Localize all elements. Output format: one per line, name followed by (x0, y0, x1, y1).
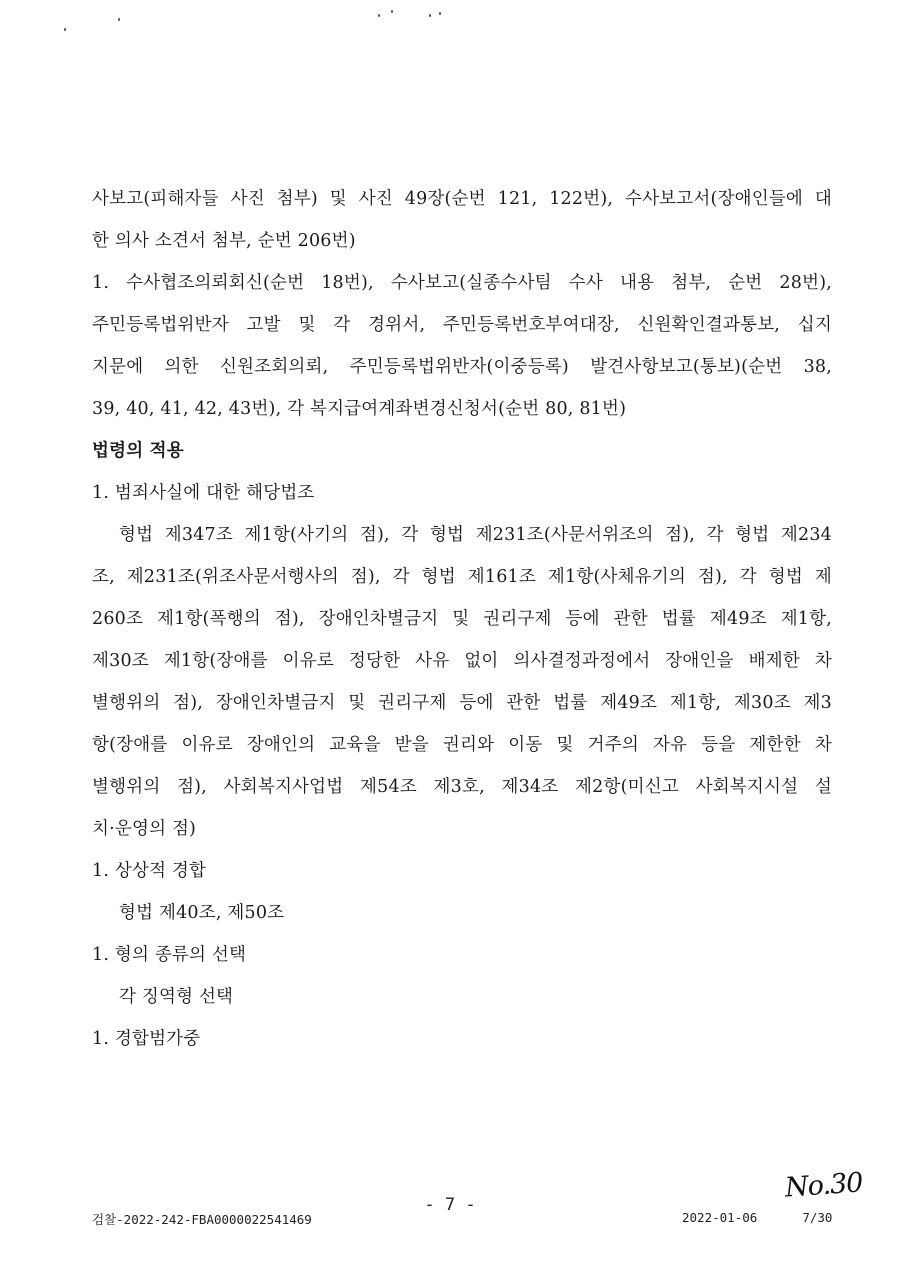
body-line-6: 39, 40, 41, 42, 43번), 각 복지급여계좌변경신청서(순번 80, 81번) (92, 399, 627, 419)
section1-line-7: 별행위의 점), 사회복지사업법 제54조 제3호, 제34조 제2항(미신고 사회복지시설 설 (92, 777, 832, 797)
section1-line-5: 별행위의 점), 장애인차별금지 및 권리구제 등에 관한 법률 제49조 제1항, 제30조 제3 (92, 693, 832, 713)
section1-line-1: 형법 제347조 제1항(사기의 점), 각 형법 제231조(사문서위조의 점), 각 형법 제234 (119, 525, 832, 545)
section3-title: 1. 형의 종류의 선택 (92, 945, 247, 965)
section1-line-8: 치·운영의 점) (92, 819, 197, 839)
handwritten-mark-text: No.30 (784, 1167, 864, 1204)
section2-title: 1. 상상적 경합 (92, 861, 207, 881)
section2-body: 형법 제40조, 제50조 (119, 903, 285, 923)
document-body (92, 178, 832, 1060)
section1-line-3: 260조 제1항(폭행의 점), 장애인차별금지 및 권리구제 등에 관한 법률 제49조 제1항, (92, 609, 832, 629)
footer-date: 2022-01-06 (682, 1210, 758, 1225)
body-line-1: 사보고(피해자들 사진 첨부) 및 사진 49장(순번 121, 122번), 수사보고서(장애인들에 대 (92, 189, 832, 209)
section3-body: 각 징역형 선택 (119, 987, 234, 1007)
body-line-4: 주민등록법위반자 고발 및 각 경위서, 주민등록번호부여대장, 신원확인결과통보, 십지 (92, 315, 832, 335)
section-heading: 법령의 적용 (92, 441, 184, 461)
section1-line-2: 조, 제231조(위조사문서행사의 점), 각 형법 제161조 제1항(사체유기의 점), 각 형법 제 (92, 567, 832, 587)
body-line-5: 지문에 의한 신원조회의뢰, 주민등록법위반자(이중등록) 발견사항보고(통보)(순번 38, (92, 357, 832, 377)
page-number: - 7 - (424, 1195, 476, 1215)
body-line-2: 한 의사 소견서 첨부, 순번 206번) (92, 231, 356, 251)
section1-line-4: 제30조 제1항(장애를 이유로 정당한 사유 없이 의사결정과정에서 장애인을 배제한 차 (92, 651, 832, 671)
footer-date-page (682, 1210, 832, 1225)
footer-page-count: 7/30 (802, 1210, 833, 1225)
section4-title: 1. 경합범가중 (92, 1029, 201, 1049)
body-line-3: 1. 수사협조의뢰회신(순번 18번), 수사보고(실종수사팀 수사 내용 첨부, 순번 28번), (92, 273, 832, 293)
footer-document-id: 검찰-2022-242-FBA0000022541469 (92, 1212, 312, 1227)
section1-title: 1. 범죄사실에 대한 해당법조 (92, 483, 315, 503)
section1-line-6: 항(장애를 이유로 장애인의 교육을 받을 권리와 이동 및 거주의 자유 등을 제한한 차 (92, 735, 832, 755)
